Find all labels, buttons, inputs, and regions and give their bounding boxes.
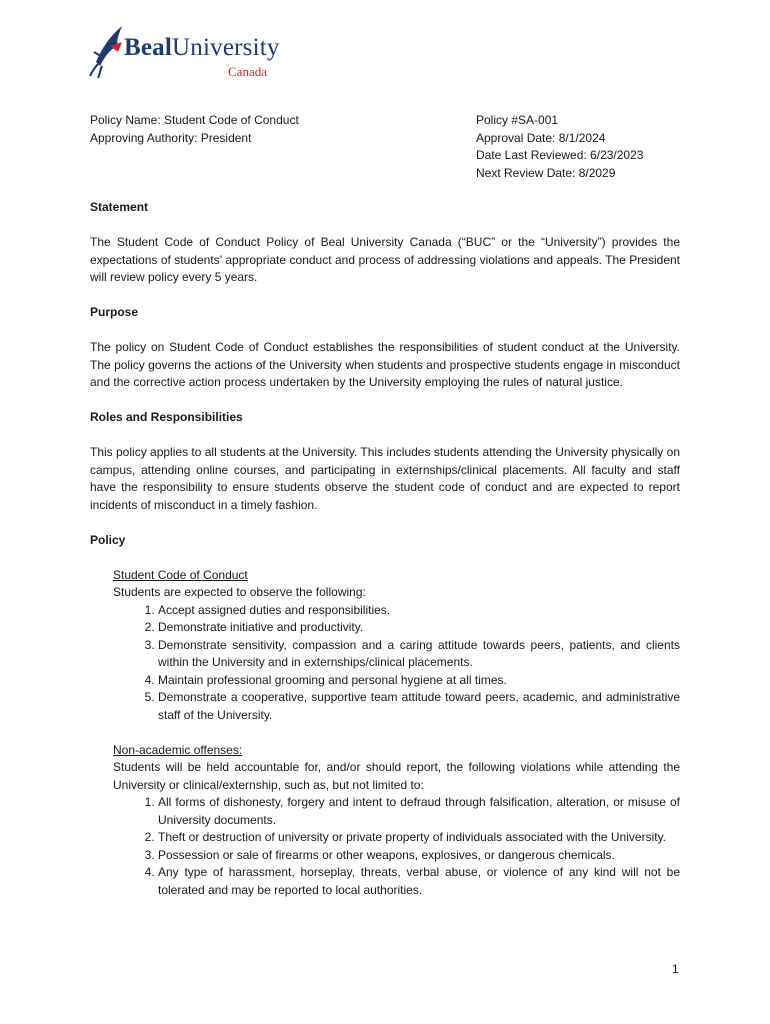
next-review-date: Next Review Date: 8/2029 xyxy=(476,165,616,180)
code-of-conduct-intro: Students are expected to observe the following: xyxy=(113,585,366,599)
purpose-text: The policy on Student Code of Conduct establishes the responsibilities of student conduct at the University. The policy governs the actions of the University when students and prospective students engage in misconduct and the corrective action process undertaken by the University employing the rules of natural justice. xyxy=(90,340,680,389)
non-academic-section xyxy=(113,742,680,900)
policy-meta-right xyxy=(476,112,643,182)
non-academic-title: Non-academic offenses: xyxy=(113,742,243,757)
code-of-conduct-list xyxy=(113,602,680,725)
page-number: 1 xyxy=(672,962,679,976)
code-of-conduct-section xyxy=(113,567,680,725)
roles-text: This policy applies to all students at the University. This includes students attending the University physically on campus, attending online courses, and participating in externships/clinical placements. All faculty and staff have the responsibility to ensure students observe the student code of conduct and are expected to report incidents of misconduct in a timely fashion. xyxy=(90,445,680,512)
list-item: 2. Demonstrate initiative and productivity. xyxy=(158,619,680,637)
list-item: 4. Maintain professional grooming and personal hygiene at all times. xyxy=(158,672,680,690)
non-academic-intro: Students will be held accountable for, and/or should report, the following violations while attending the University or clinical/externship, such as, but not limited to: xyxy=(113,760,680,792)
list-item: 3. Demonstrate sensitivity, compassion and a caring attitude towards peers, patients, and clients within the University and in externships/clinical placements. xyxy=(158,637,680,672)
policy-heading: Policy xyxy=(90,532,126,547)
logo-subtitle: Canada xyxy=(228,64,267,79)
list-item: 5. Demonstrate a cooperative, supportive team attitude toward peers, academic, and administrative staff of the University. xyxy=(158,689,680,724)
approving-authority: Approving Authority: President xyxy=(90,130,252,145)
roles-heading: Roles and Responsibilities xyxy=(90,410,243,424)
statement-heading: Statement xyxy=(90,200,149,214)
list-item: 4. Any type of harassment, horseplay, threats, verbal abuse, or violence of any kind will not be tolerated and may be reported to local authorities. xyxy=(158,864,680,899)
last-reviewed-date: Date Last Reviewed: 6/23/2023 xyxy=(476,148,644,162)
policy-body xyxy=(90,199,680,917)
code-of-conduct-title: Student Code of Conduct xyxy=(113,567,248,582)
policy-number: Policy #SA-001 xyxy=(476,113,559,127)
logo-wordmark: BealUniversity xyxy=(124,34,280,61)
policy-name: Policy Name: Student Code of Conduct xyxy=(90,113,299,127)
policy-meta-left xyxy=(90,112,299,147)
list-item: 3. Possession or sale of firearms or other weapons, explosives, or dangerous chemicals. xyxy=(158,847,680,865)
university-logo xyxy=(88,22,298,82)
list-item: 1. Accept assigned duties and responsibilities. xyxy=(158,602,680,620)
list-item: 1. All forms of dishonesty, forgery and intent to defraud through falsification, alteration, or misuse of University documents. xyxy=(158,794,680,829)
purpose-heading: Purpose xyxy=(90,305,139,319)
approval-date: Approval Date: 8/1/2024 xyxy=(476,130,606,145)
statement-text: The Student Code of Conduct Policy of Beal University Canada (“BUC” or the “University”) provides the expectations of students’ appropriate conduct and process of addressing violations and appeals. The President will review policy every 5 years. xyxy=(90,235,680,284)
non-academic-list xyxy=(113,794,680,899)
list-item: 2. Theft or destruction of university or private property of individuals associated with the University. xyxy=(158,829,680,847)
